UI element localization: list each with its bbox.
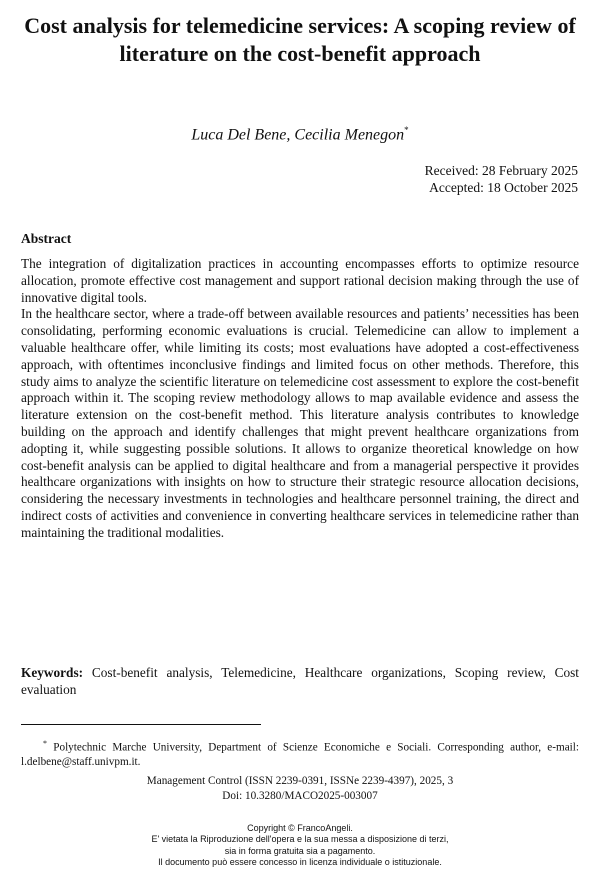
affiliation-footnote [21, 737, 579, 770]
copyright-notice [0, 823, 600, 869]
doi-line: Doi: 10.3280/MACO2025-003007 [222, 789, 378, 802]
abstract-heading: Abstract [21, 231, 72, 246]
journal-line: Management Control (ISSN 2239-0391, ISSNe 2239-4397), 2025, 3 [146, 775, 454, 787]
journal-info [0, 774, 600, 803]
footnote-divider [21, 724, 261, 725]
keywords [21, 665, 579, 699]
abstract-paragraph: In the healthcare sector, where a trade-off between available resources and patients’ necessities has been consolidating, performing economic evaluations is crucial. Telemedicine can allow to implement a valuable healthcare offer, while limiting its costs; most evaluations have adopted a cost-effectiveness approach, with oftentimes inconclusive findings and limited focus on other methods. Therefore, this study aims to analyze the scientific literature on telemedicine cost assessment to explore the cost-benefit approach within it. The scoping review methodology allows to map available evidence and assess the literature extension on the cost-benefit method. This literature analysis contributes to knowledge building on the approach and identify challenges that might prevent healthcare organizations from adopting it, while suggesting possible solutions. It allows to organize theoretical knowledge on how cost-benefit analysis can be applied to digital healthcare and from a managerial perspective it provides healthcare organizations with insights on how to structure their strategic resource allocation decisions, considering the necessary investments in technologies and healthcare personnel training, the direct and indirect costs of activities and convenience in converting healthcare services in telemedicine rather than maintaining the traditional modalities. [21, 306, 579, 540]
article-authors [0, 125, 600, 144]
article-title: Cost analysis for telemedicine services: A scoping review of literature on the cost-benefit approach [24, 13, 576, 66]
received-date: Received: 28 February 2025 [424, 163, 578, 178]
copyright-line: Il documento può essere concesso in licenza individuale o istituzionale. [158, 857, 442, 868]
submission-dates [425, 162, 578, 196]
accepted-date: Accepted: 18 October 2025 [429, 180, 578, 195]
keywords-text: Cost-benefit analysis, Telemedicine, Healthcare organizations, Scoping review, Cost evaluation [21, 665, 580, 697]
author-names: Luca Del Bene, Cecilia Menegon [191, 126, 405, 144]
keywords-label: Keywords: [21, 665, 84, 680]
abstract-paragraph: The integration of digitalization practices in accounting encompasses efforts to optimize resource allocation, promote effective cost management and support rational decision making through the use of innovative digital tools. [21, 256, 579, 305]
copyright-line: E' vietata la Riproduzione dell'opera e la sua messa a disposizione di terzi, [151, 834, 449, 845]
copyright-line: Copyright © FrancoAngeli. [247, 823, 353, 833]
abstract-body [21, 256, 579, 542]
author-footnote-mark: * [404, 125, 409, 135]
footnote-text: Polytechnic Marche University, Department of Scienze Economiche e Sociali. Corresponding author, e-mail: l.delbene@staff.univpm.it. [21, 741, 579, 769]
copyright-line: sia in forma gratuita sia a pagamento. [224, 845, 376, 856]
footnote-mark: * [43, 739, 47, 748]
